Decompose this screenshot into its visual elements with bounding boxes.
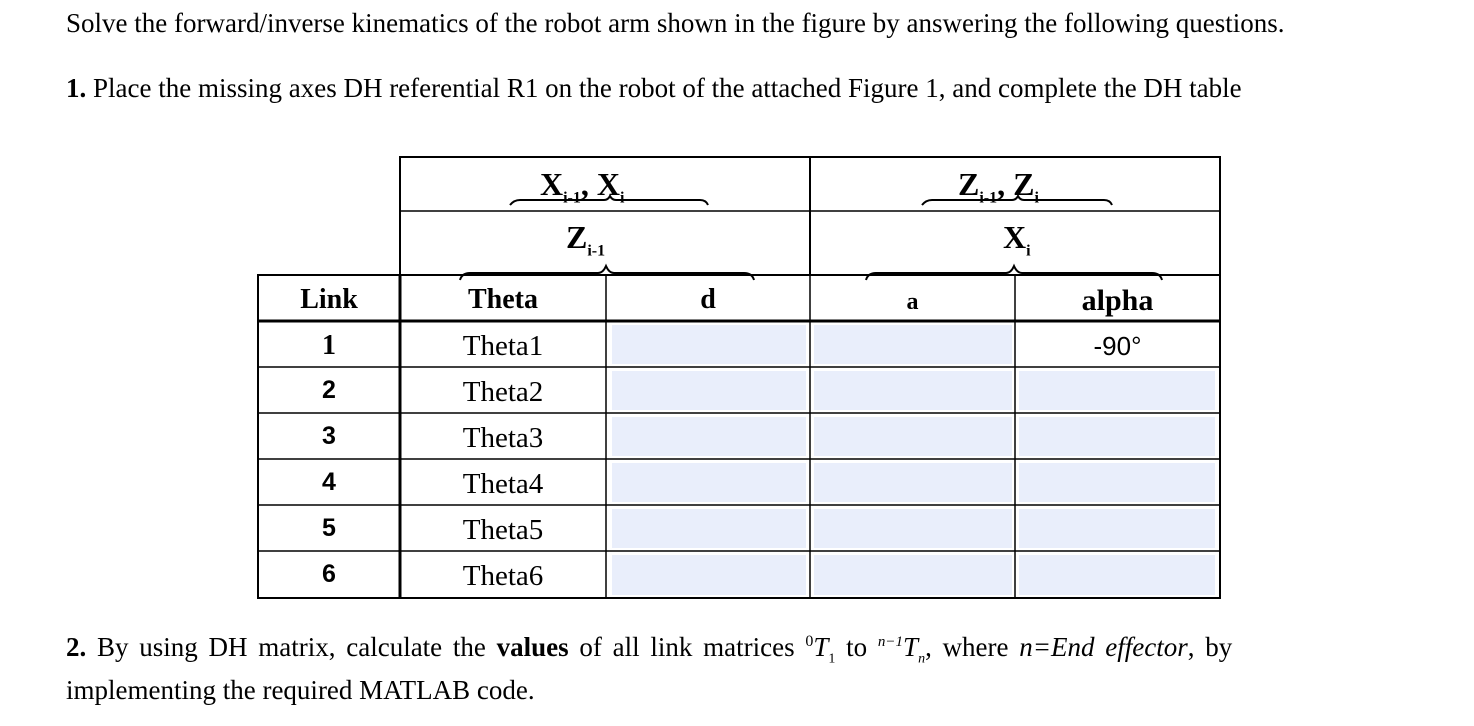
question-2-to: to [846, 632, 868, 662]
cell-d-5[interactable] [612, 509, 806, 548]
row-2-theta: Theta2 [462, 376, 544, 408]
cell-alpha-4[interactable] [1019, 463, 1215, 502]
question-1-text: Place the missing axes DH referential R1 on the robot of the attached Figure 1, and complete the DH table [93, 73, 1242, 103]
question-2-where: where [942, 632, 1009, 662]
cell-d-6[interactable] [612, 555, 806, 595]
cell-alpha-6[interactable] [1019, 555, 1215, 595]
brace-label-x-below: $X_i$ [1003, 219, 1031, 260]
row-6-theta: Theta6 [462, 560, 544, 592]
cell-d-3[interactable] [612, 417, 806, 456]
header-a: a [906, 289, 919, 315]
matrix-0T1: $^0T_1$ [805, 632, 836, 667]
header-theta: Theta [468, 284, 538, 315]
brace-label-z-below: $Z_{i-1}$ [566, 219, 606, 260]
cell-a-4[interactable] [814, 463, 1012, 502]
row-3-theta: Theta3 [462, 422, 544, 454]
question-2-bold: values [496, 632, 569, 662]
cell-a-3[interactable] [814, 417, 1012, 456]
cell-alpha-2[interactable] [1019, 371, 1215, 410]
cell-a-1[interactable] [814, 325, 1012, 364]
cell-alpha-3[interactable] [1019, 417, 1215, 456]
row-4-theta: Theta4 [462, 468, 544, 500]
cell-d-4[interactable] [612, 463, 806, 502]
question-2-text-b: of all link matrices [579, 632, 795, 662]
header-link: Link [300, 284, 358, 315]
row-1-alpha: -90° [1093, 331, 1142, 361]
brace-label-z-pair: $Z_{i-1}$, $Z_i$ [958, 166, 1039, 207]
cell-a-2[interactable] [814, 371, 1012, 410]
question-2 [66, 634, 1232, 666]
row-6-link: 6 [322, 560, 336, 588]
row-1-theta: Theta1 [462, 330, 544, 362]
question-2-text-a: By using DH matrix, calculate the [97, 632, 486, 662]
question-2-line-2: implementing the required MATLAB code. [66, 675, 535, 705]
question-2-italic: n=End effector [1019, 632, 1188, 662]
question-1 [66, 75, 1242, 102]
header-d: d [700, 284, 716, 315]
row-4-link: 4 [322, 468, 336, 496]
cell-a-5[interactable] [814, 509, 1012, 548]
intro-text: Solve the forward/inverse kinematics of the robot arm shown in the figure by answering the following questions. [66, 8, 1285, 38]
cell-d-2[interactable] [612, 371, 806, 410]
row-2-link: 2 [322, 376, 336, 404]
cell-d-1[interactable] [612, 325, 806, 364]
question-2-number: 2. [66, 632, 87, 662]
header-alpha: alpha [1081, 284, 1154, 317]
row-5-link: 5 [322, 514, 336, 542]
question-2-by: , by [1187, 632, 1233, 662]
cell-alpha-5[interactable] [1019, 509, 1215, 548]
matrix-n1Tn: $^{n-1}T_n$, [877, 632, 932, 667]
row-1-link: 1 [322, 330, 336, 361]
question-1-number: 1. [66, 73, 87, 103]
row-3-link: 3 [322, 422, 336, 450]
row-5-theta: Theta5 [462, 514, 544, 546]
cell-a-6[interactable] [814, 555, 1012, 595]
brace-label-x-pair: $X_{i-1}$, $X_i$ [540, 166, 625, 207]
